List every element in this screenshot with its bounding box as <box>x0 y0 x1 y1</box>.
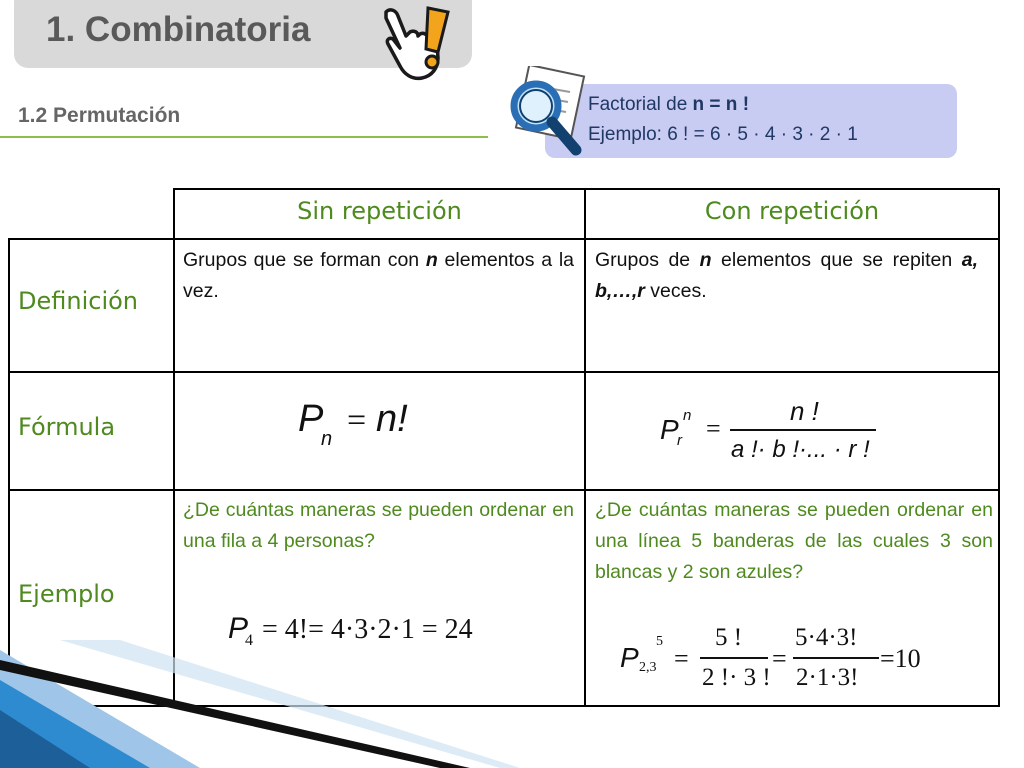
formula-denominator: 2·1·3! <box>796 664 859 691</box>
table-border <box>8 238 10 707</box>
formula-symbol-p: P <box>660 414 679 445</box>
row-header-ejemplo: Ejemplo <box>18 580 115 608</box>
formula-denominator: 2 !· 3 ! <box>702 664 771 691</box>
factorial-definition: Factorial de n = n ! <box>588 94 750 115</box>
formula-numerator: 5 ! <box>715 624 743 651</box>
formula-symbol-p: P <box>228 612 249 645</box>
definition-con-repeticion: Grupos de n elementos que se repiten a, b,…,r veces. <box>595 249 978 302</box>
fraction-bar <box>700 657 768 659</box>
decorative-swoosh <box>0 640 520 768</box>
table-border <box>8 489 1000 491</box>
fraction-bar <box>793 657 879 659</box>
formula-subscript: r <box>677 432 682 449</box>
formula-numerator: n ! <box>790 396 819 426</box>
formula-numerator: 5·4·3! <box>795 624 858 651</box>
row-header-formula: Fórmula <box>18 413 116 441</box>
column-header-con-repeticion: Con repetición <box>704 197 880 225</box>
table-border <box>998 188 1000 707</box>
formula-superscript: n <box>683 407 692 424</box>
definition-sin-repeticion: Grupos que se forman con n elementos a la vez. <box>183 249 575 302</box>
formula-denominator: a !· b !·... · r ! <box>731 436 870 463</box>
formula-symbol-p: P <box>620 642 639 673</box>
formula-equals: = <box>674 644 689 673</box>
formula-rhs: n! <box>376 398 408 440</box>
fraction-bar <box>730 429 876 431</box>
example-question-sin-repeticion: ¿De cuántas maneras se pueden ordenar en una fila a 4 personas? <box>183 499 574 552</box>
formula-equals: = <box>772 644 787 673</box>
formula-subscript: 4 <box>245 632 253 649</box>
table-border <box>584 188 586 707</box>
formula-subscript: n <box>321 428 333 450</box>
table-border <box>8 371 1000 373</box>
formula-symbol-p: P <box>298 398 324 440</box>
table-border <box>173 188 1000 190</box>
table-border <box>173 188 175 707</box>
column-header-sin-repeticion: Sin repetición <box>297 197 462 225</box>
formula-rhs: = 4!= 4·3·2·1 = 24 <box>262 614 473 645</box>
pointing-hand-warning-icon <box>376 2 456 82</box>
formula-subscript: 2,3 <box>639 660 657 675</box>
section-subtitle: 1.2 Permutación <box>18 104 181 127</box>
example-question-con-repeticion: ¿De cuántas maneras se pueden ordenar en una línea 5 banderas de las cuales 3 son blancas y 2 son azules? <box>595 499 993 583</box>
factorial-example: Ejemplo: 6 ! = 6 · 5 · 4 · 3 · 2 · 1 <box>588 124 858 145</box>
magnifier-document-icon <box>500 66 590 158</box>
formula-equals: = <box>347 402 367 439</box>
formula-superscript: 5 <box>656 634 663 649</box>
page-title: 1. Combinatoria <box>46 10 311 49</box>
formula-equals: = <box>706 414 721 443</box>
subtitle-divider <box>0 136 488 138</box>
row-header-definicion: Definición <box>18 287 138 315</box>
table-border <box>8 238 1000 240</box>
formula-result: =10 <box>880 644 921 673</box>
